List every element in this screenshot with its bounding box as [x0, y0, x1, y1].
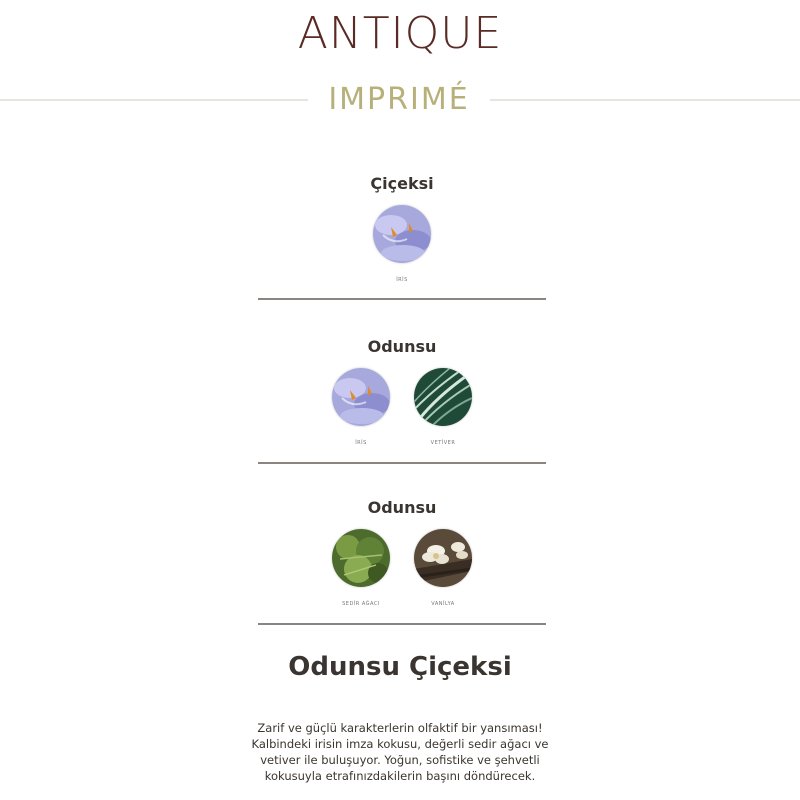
note-item-cedar	[332, 529, 390, 607]
note-section-top	[258, 174, 546, 283]
section-title: Odunsu	[367, 498, 437, 517]
description-line: kokusuyla etrafınızdakilerin başını döndürecek.	[264, 769, 536, 783]
note-label: İRİS	[355, 440, 367, 446]
note-item-vanilla	[414, 529, 472, 607]
iris-flower-image	[332, 368, 390, 426]
note-label: VETİVER	[430, 440, 456, 446]
section-divider	[258, 462, 546, 464]
note-label: VANİLYA	[431, 601, 455, 607]
brand-subtitle-row	[0, 82, 800, 118]
section-divider	[258, 298, 546, 300]
section-title: Odunsu	[367, 337, 437, 356]
brand-subtitle: IMPRIMÉ	[328, 82, 470, 117]
section-title: Çiçeksi	[370, 174, 434, 193]
description-line: Zarif ve güçlü karakterlerin olfaktif bir yansıması!	[257, 721, 543, 735]
brand-title: ANTIQUE	[297, 8, 503, 59]
section-divider	[258, 623, 546, 625]
description-line: Kalbindeki irisin imza kokusu, değerli sedir ağacı ve	[251, 737, 549, 751]
note-section-bottom	[258, 498, 546, 607]
fragrance-description	[200, 720, 600, 784]
note-label: SEDİR AĞACI	[342, 601, 380, 607]
note-label: İRİS	[396, 277, 408, 283]
vanilla-flower-image	[414, 529, 472, 587]
cedar-tree-image	[332, 529, 390, 587]
note-item-iris	[373, 205, 431, 283]
note-section-middle	[258, 337, 546, 446]
divider-left	[0, 99, 308, 101]
iris-flower-image	[373, 205, 431, 263]
divider-right	[490, 99, 800, 101]
note-item-vetiver	[414, 368, 472, 446]
fragrance-family-title: Odunsu Çiçeksi	[288, 652, 512, 682]
note-list	[258, 368, 546, 446]
vetiver-grass-image	[414, 368, 472, 426]
note-list	[258, 529, 546, 607]
note-list	[258, 205, 546, 283]
description-line: vetiver ile buluşuyor. Yoğun, sofistike ve şehvetli	[260, 753, 540, 767]
note-item-iris	[332, 368, 390, 446]
